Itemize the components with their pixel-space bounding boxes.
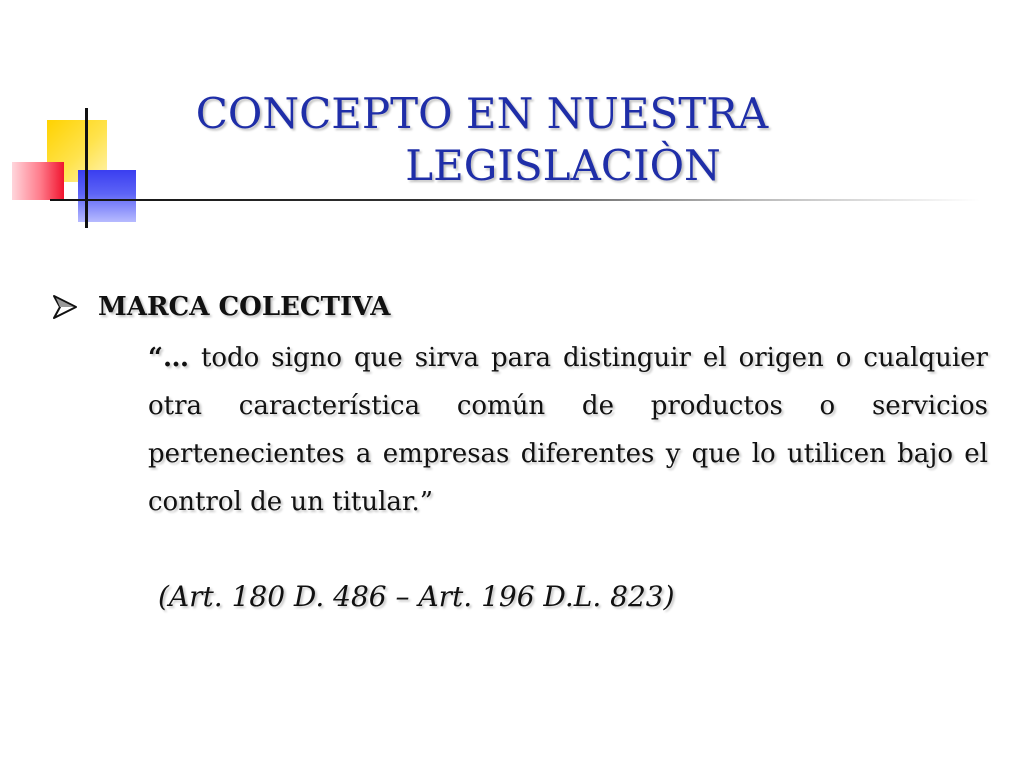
title-line-2: LEGISLACIÒN bbox=[405, 141, 721, 190]
slide-title bbox=[150, 88, 910, 192]
red-square bbox=[12, 162, 64, 200]
bullet-label: MARCA COLECTIVA bbox=[98, 292, 391, 322]
legal-citation: (Art. 180 D. 486 – Art. 196 D.L. 823) bbox=[158, 580, 675, 613]
quote-text: todo signo que sirva para distinguir el origen o cualquier otra característica común de productos o servicios pertenecientes a empresas diferentes y que lo utilicen bajo el control de un titular.” bbox=[148, 343, 988, 517]
quote-lead: “… bbox=[148, 343, 189, 373]
arrow-bullet-icon bbox=[48, 292, 82, 322]
bullet-item bbox=[48, 292, 390, 322]
title-line-1: CONCEPTO EN NUESTRA bbox=[195, 89, 769, 138]
title-underline bbox=[50, 199, 980, 201]
definition-quote bbox=[148, 334, 988, 526]
